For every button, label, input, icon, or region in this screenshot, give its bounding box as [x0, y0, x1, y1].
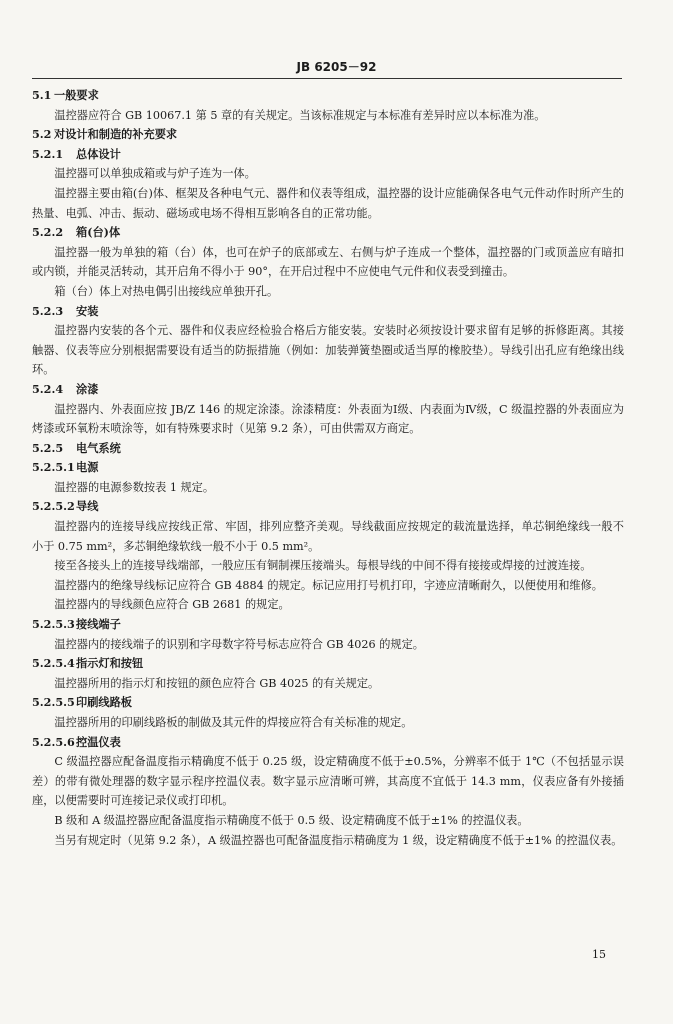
- section-title: 控温仪表: [76, 734, 121, 749]
- section-number: 5.2.5.6: [32, 734, 75, 749]
- paragraph: 当另有规定时（见第 9.2 条），A 级温控器也可配备温度指示精确度为 1 级，设定精确度不低于±1% 的控温仪表。: [54, 833, 623, 847]
- paragraph: 温控器所用的指示灯和按钮的颜色应符合 GB 4025 的有关规定。: [54, 676, 380, 690]
- paragraph: 温控器一般为单独的箱（台）体，也可在炉子的底部或左、右侧与炉子连成一个整体，温控器的门或顶盖应有暗扣或内锁，并能灵活转动，其开启角不得小于 90°，在开启过程中不应使电气元件和仪表受到撞击。: [32, 245, 624, 279]
- section-number: 5.2.5.1: [32, 460, 75, 475]
- paragraph: B 级和 A 级温控器应配备温度指示精确度不低于 0.5 级、设定精确度不低于±1% 的控温仪表。: [54, 813, 529, 827]
- section-number: 5.2.5: [32, 440, 64, 455]
- paragraph: 温控器内的导线颜色应符合 GB 2681 的规定。: [54, 598, 290, 612]
- section-heading: [32, 615, 624, 635]
- section-title: 接线端子: [76, 617, 121, 632]
- paragraph: 温控器内的接线端子的识别和字母数字符号标志应符合 GB 4026 的规定。: [54, 637, 424, 651]
- paragraph: 箱（台）体上对热电偶引出接线应单独开孔。: [54, 284, 279, 298]
- section-number: 5.2.1: [32, 146, 64, 161]
- section-title: 指示灯和按钮: [76, 656, 144, 671]
- section-heading: [32, 302, 624, 322]
- section-number: 5.2.5.4: [32, 656, 75, 671]
- paragraph: 温控器应符合 GB 10067.1 第 5 章的有关规定。当该标准规定与本标准有差异时应以本标准为准。: [54, 108, 546, 122]
- section-heading: [32, 86, 624, 106]
- document-body: [32, 86, 624, 850]
- paragraph: 温控器内、外表面应按 JB/Z 146 的规定涂漆。涂漆精度：外表面为Ⅰ级、内表面为Ⅳ级，C 级温控器的外表面应为烤漆或环氧粉末喷涂等，如有特殊要求时（见第 9.2 条），可由供需双方商定。: [32, 402, 624, 436]
- section-title: 电源: [76, 460, 99, 475]
- section-title: 一般要求: [54, 88, 99, 102]
- section-number: 5.2.5.5: [32, 695, 75, 710]
- paragraph: C 级温控器应配备温度指示精确度不低于 0.25 级，设定精确度不低于±0.5%，分辨率不低于 1℃（不包括显示误差）的带有微处理器的数字显示程序控温仪表。数字显示应清晰可辨，其高度不宜低于 14.3 mm，仪表应备有外接插座，以便需要时可连接记录仪或打印机。: [32, 755, 624, 808]
- section-title: 箱(台)体: [76, 225, 121, 240]
- section-heading: [32, 125, 624, 145]
- paragraph: 温控器内安装的各个元、器件和仪表应经检验合格后方能安装。安装时必须按设计要求留有足够的拆修距离。其接触器、仪表等应分别根据需要设有适当的防振措施（例如：加装弹簧垫圈或适当厚的橡胶垫）。导线引出孔应有绝缘出线环。: [32, 324, 624, 377]
- section-number: 5.1: [32, 88, 52, 102]
- section-title: 对设计和制造的补充要求: [54, 127, 178, 142]
- paragraph: 温控器所用的印刷线路板的制做及其元件的焊接应符合有关标准的规定。: [54, 716, 413, 729]
- section-heading: [32, 693, 624, 713]
- section-title: 总体设计: [76, 146, 121, 161]
- page-header: JB 6205－92: [296, 60, 377, 74]
- paragraph: 温控器内的连接导线应按线正常、牢固，排列应整齐美观。导线截面应按规定的载流量选择，单芯铜绝缘线一般不小于 0.75 mm²，多芯铜绝缘软线一般不小于 0.5 mm²。: [32, 520, 624, 553]
- paragraph: 接至各接头上的连接导线端部，一般应压有铜制裸压接端头。每根导线的中间不得有接接或焊接的过渡连接。: [54, 559, 592, 573]
- section-heading: [32, 145, 624, 165]
- section-heading: [32, 497, 624, 517]
- section-title: 导线: [76, 499, 99, 514]
- section-title: 印刷线路板: [76, 695, 132, 710]
- section-number: 5.2.4: [32, 381, 64, 396]
- section-number: 5.2: [32, 127, 52, 142]
- paragraph: 温控器主要由箱(台)体、框架及各种电气元、器件和仪表等组成，温控器的设计应能确保各电气元件动作时所产生的热量、电弧、冲击、振动、磁场或电场不得相互影响各自的正常功能。: [32, 186, 624, 220]
- section-number: 5.2.5.3: [32, 617, 75, 632]
- section-number: 5.2.2: [32, 225, 64, 240]
- paragraph: 温控器的电源参数按表 1 规定。: [54, 480, 215, 494]
- section-heading: [32, 380, 624, 400]
- section-title: 安装: [76, 303, 99, 318]
- section-heading: [32, 733, 624, 753]
- paragraph: 温控器内的绝缘导线标记应符合 GB 4884 的规定。标记应用打号机打印，字迹应清晰耐久，以便使用和维修。: [54, 578, 603, 592]
- section-heading: [32, 223, 624, 243]
- page-number: 15: [592, 948, 606, 961]
- section-number: 5.2.5.2: [32, 499, 75, 514]
- section-title: 涂漆: [76, 381, 99, 396]
- section-number: 5.2.3: [32, 303, 64, 318]
- section-heading: [32, 654, 624, 674]
- header-rule: [32, 78, 622, 79]
- section-title: 电气系统: [76, 440, 121, 455]
- section-heading: [32, 439, 624, 459]
- section-heading: [32, 458, 624, 478]
- paragraph: 温控器可以单独成箱或与炉子连为一体。: [54, 167, 256, 181]
